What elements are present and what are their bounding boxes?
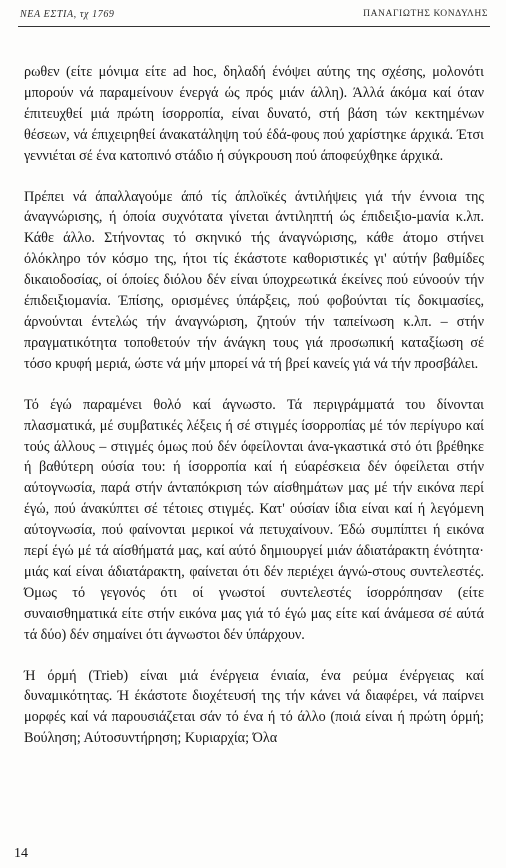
running-head xyxy=(20,9,488,25)
page-number: 14 xyxy=(14,846,28,861)
paragraph-4: Ή όρμή (Trieb) είναι μιά ένέργεια ένιαία, ένα ρεύμα ένέργειας καί δυναμικότητας. Ή έκάστοτε διοχέτευσή της τήν κάνει νά διαφέρει, νά παίρνει μορφές καί νά παρουσιάζεται σάν τό ένα ή τό άλλο (ποιά είναι ή πρώτη όρμή; Βούληση; Αύτοσυντήρηση; Κυριαρχία; Όλα xyxy=(24,667,484,747)
paragraph-2: Πρέπει νά άπαλλαγούμε άπό τίς άπλοϊκές άντιλήψεις γιά τήν έννοια της άναγνώρισης, ή όποία συχνότατα γίνεται άντιληπτή ώς έπιδειξιο-μανία κ.λπ. Κάθε άλλο. Στήνοντας τό σκηνικό τής άναγνώρισης, κάθε άτομο στήνει όλόκληρο τόν κόσμο της, ήτοι τίς έκάστοτε καθοριστικές γι' αύτήν βαθμίδες δικαιοδοσίας, οί όποίες διόλου δέν είναι ύποχρεωτικά έκείνες πού εύνοούν τήν έπιδειξιομανία. Έπίσης, ορισμένες ύπάρξεις, πού φοβούνται τίς δοκιμασίες, άρνούνται έντελώς τήν άναγνώριση, ζητούν τήν ταπείνωση κ.λπ. – στήν πραγματικότητα τοποθετούν τήν άνάγκη τους γιά προσωπική καταξίωση σέ τόσο κρυφή μεριά, ώστε νά μήν μπορεί νά τή βρεί κανείς γιά νά τήν προσβάλει. xyxy=(24,188,484,372)
running-head-journal: ΝΕΑ ΕΣΤΙΑ, τχ 1769 xyxy=(20,9,115,20)
body-text xyxy=(24,62,484,769)
header-rule xyxy=(18,26,490,27)
running-head-author: ΠΑΝΑΓΙΩΤΗΣ ΚΟΝΔΥΛΗΣ xyxy=(363,9,488,19)
paragraph-3: Τό έγώ παραμένει θολό καί άγνωστο. Τά περιγράμματά του δίνονται πλασματικά, μέ συμβατικές λέξεις ή σέ στιγμές ίσορροπίας μέ τόν περίγυρο καί τούς άλλους – στιγμές όμως πού δέν όφείλονται άνα-γκαστικά στό ότι βρέθηκε ή βαθύτερη ούσία του: ή ίσορροπία καί ή εύαρέσκεια δέν όφείλεται στήν αύτογνωσία, παρά στήν άνταπόκριση τών αίσθημάτων μας μέ τήν εικόνα περί έγώ, πού άνακύπτει σέ τέτοιες στιγμές. Κατ' ούσίαν ίδια είναι καί ή λεγόμενη αύτογνωσία, πού φαίνονται μερικοί νά πετυχαίνουν. Έδώ συμπίπτει ή εικόνα περί έγώ μέ τά αίσθήματά μας, καί αύτό δημιουργεί μιάν άδιατάρακτη ένότητα· μιάς καί είναι άδιατάρακτη, φαίνεται ότι δέν περιέχει άγνώ-στους συντελεστές. Όμως τό γεγονός ότι οί γνωστοί συντελεστές ίσορρόπησαν (είτε συναισθηματικά είτε στήν εικόνα μας γιά τό έγώ μας είτε καί άνάμεσα σέ αύτά τά δύο) δέν σημαίνει ότι άγνωστοι δέν ύπάρχουν. xyxy=(24,396,484,643)
paragraph-1: ρωθεν (είτε μόνιμα είτε ad hoc, δηλαδή ένόψει αύτης της σχέσης, μολονότι μπορούν νά παραμείνουν ένεργά ώς πρός μιάν άλλη). Άλλά άκόμα καί όταν έπιτευχθεί μιά πρώτη ίσορροπία, είναι δυνατό, στή βάση τών κεκτημένων θέσεων, νά έπιχειρηθεί άνακατάληψη τού έδά-φους πού χαρίστηκε άρχικά. Έτσι γεννιέται σέ ένα κατοπινό στάδιο ή σύγκρουση πού άποφεύχθηκε άρχικά. xyxy=(24,64,484,164)
